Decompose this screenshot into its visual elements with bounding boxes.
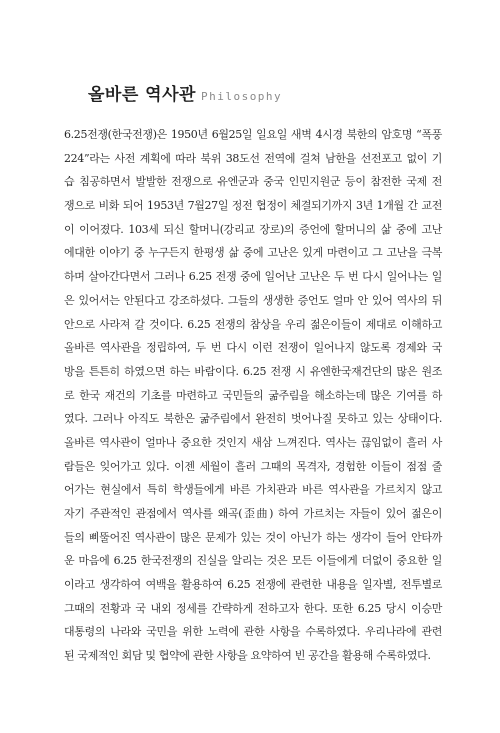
text-line: 방을 튼튼히 하였으면 하는 바람이다. 6.25 전쟁 시 유엔한국재건단의 많은 원조 (64, 364, 442, 378)
text-line: 운 마음에 6.25 한국전쟁의 진실을 알리는 것은 모든 이들에게 더없이 중요한 일 (64, 554, 442, 568)
text-line: 그때의 전황과 국 내외 정세를 간략하게 전하고자 한다. 또한 6.25 당시 이승만 (64, 601, 442, 615)
text-line: 된 국제적인 회담 및 협약에 관한 사항을 요약하여 빈 공간을 활용해 수록하였다. (64, 649, 431, 663)
text-line: 자기 주관적인 관점에서 역사를 왜곡(歪曲) 하여 가르치는 자들이 있어 젊은이 (64, 507, 442, 520)
text-line: 대통령의 나라와 국민을 위한 노력에 관한 사항을 수록하였다. 우리나라에 관련 (64, 625, 442, 639)
text-line: 안으로 사라져 갈 것이다. 6.25 전쟁의 참상을 우리 젊은이들이 제대로 이해하고 (64, 317, 442, 331)
text-line: 6.25전쟁(한국전쟁)은 1950년 6월25일 일요일 새벽 4시경 북한의 암호명 “폭풍 (64, 128, 442, 141)
text-line: 람들은 잊어가고 있다. 이젠 세월이 흘러 그때의 목격자, 경험한 이들이 점점 줄 (64, 459, 442, 473)
text-line: 은 있어서는 안된다고 강조하셨다. 그들의 생생한 증언도 얼마 안 있어 역사의 뒤 (64, 293, 442, 307)
text-line: 이라고 생각하여 여백을 활용하여 6.25 전쟁에 관련한 내용을 일자별, 전투별로 (64, 578, 442, 592)
text-line: 쟁으로 비화 되어 1953년 7월27일 정전 협정이 체결되기까지 3년 1개월 간 교전 (64, 199, 442, 213)
text-line: 이 이어졌다. 103세 되신 할머니(강리교 장로)의 증언에 할머니의 삶 중에 고난 (64, 222, 442, 236)
section-subtitle: Philosophy (200, 90, 283, 103)
text-line: 로 한국 재건의 기초를 마련하고 국민들의 굶주림을 해소하는데 많은 기여를 하 (64, 388, 442, 402)
text-line: 들의 삐뚤어진 역사관이 많은 문제가 있는 것이 아닌가 하는 생각이 들어 안타까 (64, 530, 442, 544)
section-title: 올바른 역사관 (88, 85, 196, 105)
text-line: 에대한 이야기 중 누구든지 한평생 삶 중에 고난은 있게 마련이고 그 고난을 극복 (64, 246, 442, 260)
section-heading (88, 80, 282, 105)
text-line: 였다. 그러나 아직도 북한은 굶주림에서 완전히 벗어나질 못하고 있는 상태이다. (64, 412, 442, 426)
text-line: 하며 살아간다면서 그러나 6.25 전쟁 중에 일어난 고난은 두 번 다시 일어나는 일 (64, 270, 442, 284)
body-paragraph (64, 123, 442, 668)
text-line: 224”라는 사전 계획에 따라 북위 38도선 전역에 걸쳐 남한을 선전포고 없이 기 (64, 151, 442, 165)
text-line: 어가는 현실에서 특히 학생들에게 바른 가치관과 바른 역사관을 가르치지 않고 (64, 483, 442, 497)
text-line: 올바른 역사관을 정립하여, 두 번 다시 이런 전쟁이 일어나지 않도록 경제와 국 (64, 341, 442, 355)
text-line: 올바른 역사관이 얼마나 중요한 것인지 새삼 느껴진다. 역사는 끊임없이 흘러 사 (64, 435, 442, 449)
text-line: 습 침공하면서 발발한 전쟁으로 유엔군과 중국 인민지원군 등이 참전한 국제 전 (64, 175, 442, 189)
